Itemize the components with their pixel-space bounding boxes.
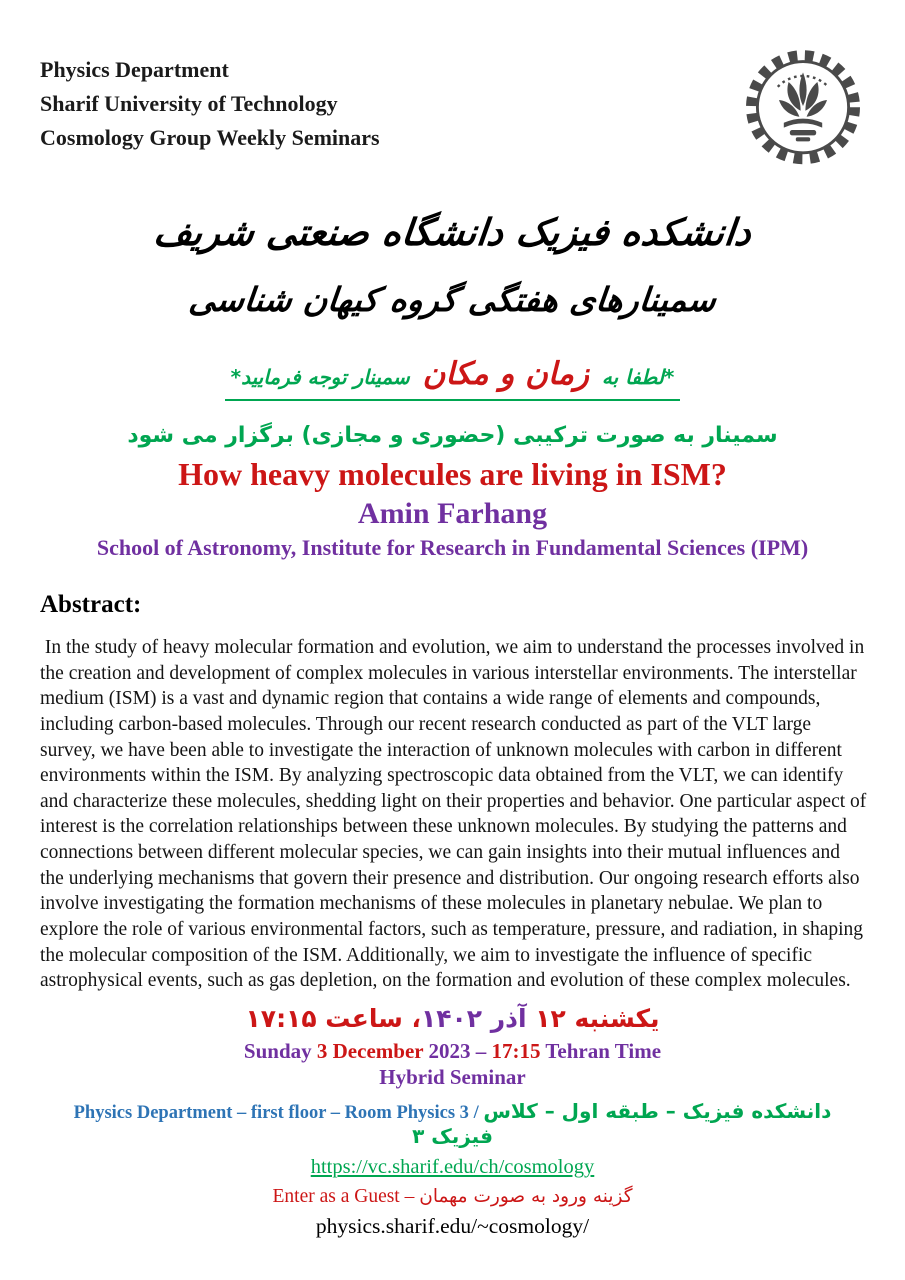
guest-entry-note (40, 1186, 865, 1208)
calligraphy-faculty-line: دانشکده فیزیک دانشگاه صنعتی شریف (151, 211, 754, 254)
guest-entry-english: Enter as a Guest – (272, 1185, 420, 1207)
date-english-seg-1: Sunday (243, 1038, 317, 1063)
vc-room-link[interactable]: https://vc.sharif.edu/ch/cosmology (310, 1155, 595, 1178)
location-english: Physics Department – first floor – Room Physics 3 (73, 1102, 469, 1123)
hybrid-seminar-label: Hybrid Seminar (379, 1064, 526, 1089)
header-line-department: Physics Department (40, 57, 229, 82)
header (40, 45, 865, 167)
header-text-block (40, 45, 380, 155)
date-english-seg-2: 3 December (316, 1038, 429, 1063)
notice-highlight-time-place: زمان و مکان (422, 356, 589, 392)
date-english (40, 1039, 865, 1064)
location-line (40, 1099, 865, 1149)
speaker-affiliation: School of Astronomy, Institute for Research in Fundamental Sciences (IPM) (96, 535, 809, 560)
hybrid-note-persian: سمینار به صورت ترکیبی (حضوری و مجازی) برگزار می شود (127, 423, 778, 448)
date-english-seg-5: Tehran Time (540, 1038, 662, 1063)
date-english-seg-4: 17:15 (491, 1038, 541, 1063)
date-english-seg-3: 2023 – (428, 1038, 492, 1063)
guest-entry-persian: گزینه ورود به صورت مهمان (419, 1185, 633, 1207)
seminar-title: How heavy molecules are living in ISM? (178, 456, 727, 492)
abstract-text: In the study of heavy molecular formation and evolution, we aim to understand the processes involved in the creation and development of complex molecules in various interstellar environments. The interstellar medium (ISM) is a vast and dynamic region that contains a wide range of elements and compounds, including carbon-based molecules. Through our recent research conducted as part of the VLT large survey, we have been able to investigate the interaction of unknown molecules with carbon in different environments within the ISM. By analyzing spectroscopic data obtained from the VLT, we can identify and characterize these molecules, shedding light on their properties and behavior. One particular aspect of interest is the correlation relationships between these unknown molecules. By studying the patterns and connections between different molecular species, we can gain insights into their mutual influences and the underlying mechanisms that govern their presence and distribution. Our ongoing research efforts also involve investigating the formation mechanisms of these molecules in planetary nebulae. We plan to explore the role of various environmental factors, such as temperature, pressure, and radiation, in shaping the molecular composition of the ISM. Additionally, we aim to investigate the influence of specific astrophysical events, such as gas depletion, on the formation and evolution of these complex molecules. (40, 637, 872, 992)
location-separator: / (468, 1102, 484, 1123)
calligraphy-block (40, 211, 865, 319)
header-line-seminars: Cosmology Group Weekly Seminars (40, 125, 380, 150)
time-place-attention-notice (225, 357, 681, 401)
date-persian-seg-3: ، ساعت ۱۷:۱۵ (245, 1003, 422, 1033)
abstract-heading: Abstract: (40, 591, 142, 618)
header-line-university: Sharif University of Technology (40, 91, 338, 116)
calligraphy-weekly-seminars-line: سمینارهای هفتگی گروه کیهان شناسی (187, 280, 718, 319)
date-persian-seg-1: یکشنبه ۱۲ (526, 1003, 660, 1033)
date-persian-seg-2: آذر ۱۴۰۲ (421, 1003, 527, 1033)
notice-prefix: *لطفا به (594, 365, 675, 389)
speaker-name: Amin Farhang (357, 497, 548, 530)
location-persian: دانشکده فیزیک – طبقه اول – کلاس فیزیک ۳ (412, 1098, 832, 1148)
date-persian (40, 1004, 865, 1033)
cosmology-website-url: physics.sharif.edu/~cosmology/ (315, 1213, 590, 1238)
sharif-university-logo-icon (743, 45, 863, 167)
notice-suffix: سمینار توجه فرمایید* (230, 365, 417, 389)
